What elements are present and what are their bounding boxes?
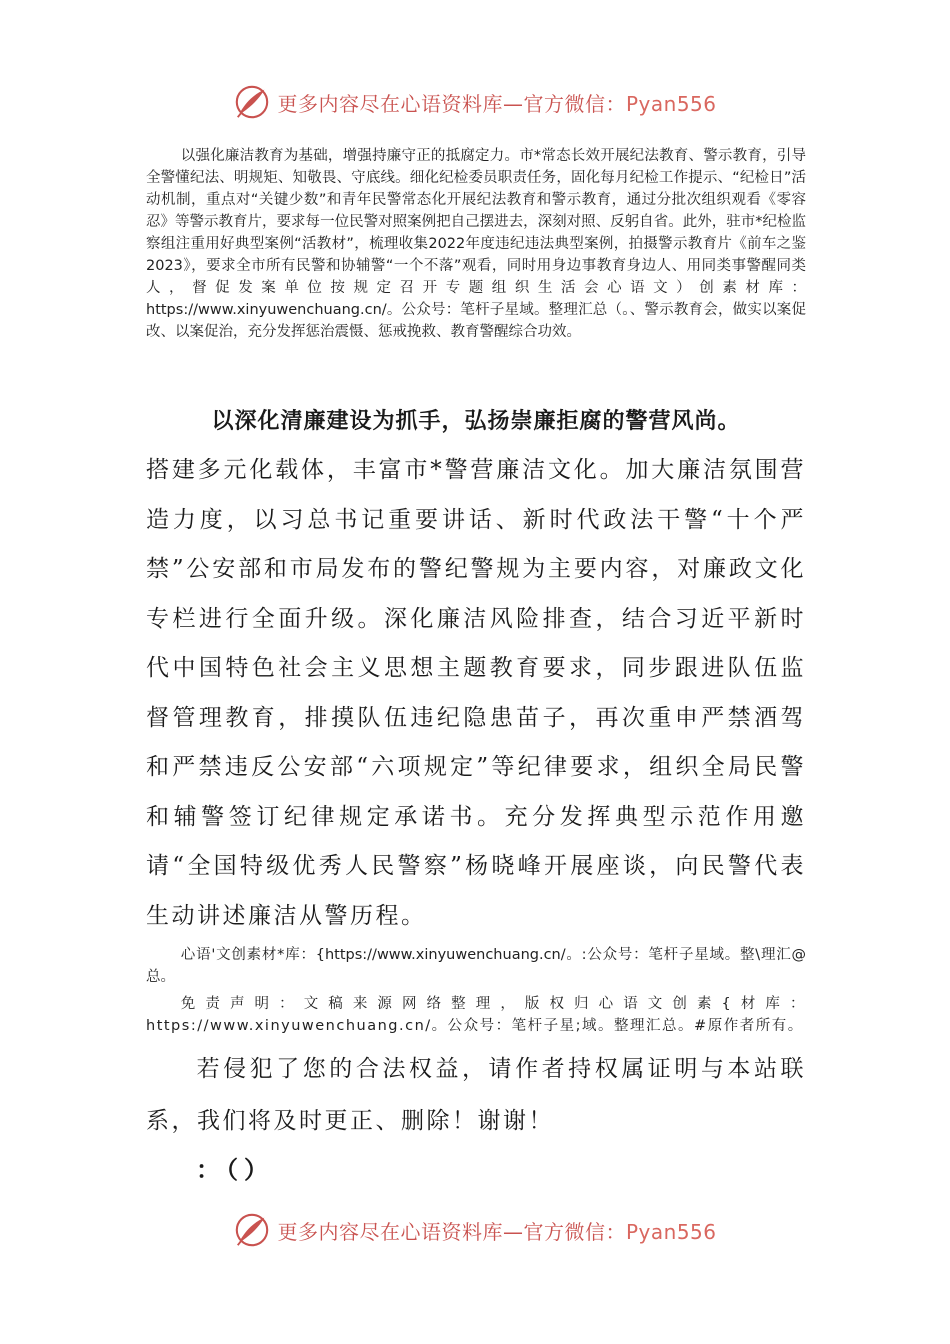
paragraph-2: 搭建多元化载体，丰富市*警营廉洁文化。加大廉洁氛围营造力度，以习总书记重要讲话、新时代政法干警“十个严禁”公安部和市局发布的警纪警规为主要内容，对廉政文化专栏进行全面升级。深化廉洁风险排查，结合习近平新时代中国特色社会主义思想主题教育要求，同步跟进队伍监督管理教育，排摸队伍违纪隐患苗子，再次重申严禁酒驾和严禁违反公安部“六项规定”等纪律要求，组织全局民警和辅警签订纪律规定承诺书。充分发挥典型示范作用邀请“全国特级优秀人民警察”杨晓峰开展座谈，向民警代表生动讲述廉洁从警历程。 [146,457,806,929]
disclaimer: 免责声明：文稿来源网络整理，版权归心语文创素{材库：https://www.xinyuwenchuang.cn/。公众号：笔杆子星;域。整理汇总。#原作者所有。 [146,996,806,1034]
quill-logo-icon [233,83,271,121]
header-wechat-id: Pyan556 [625,91,717,116]
quill-logo-icon [233,1211,271,1249]
trailing-marks: ：（） [196,1156,274,1184]
source-note: 心语'文创素材*库：{https://www.xinyuwenchuang.cn/。:公众号：笔杆子星域。整\理汇@总。 [146,947,806,985]
footer-banner-text [277,1216,716,1245]
section-heading: 以深化清廉建设为抓手，弘扬崇廉拒腐的警营风尚。 [211,408,741,434]
paragraph-1: 以强化廉洁教育为基础，增强持廉守正的抵腐定力。市*常态长效开展纪法教育、警示教育，引导全警懂纪法、明规矩、知敬畏、守底线。细化纪检委员职责任务，固化每月纪检工作提示、“纪检日”活动机制，重点对“关键少数”和青年民警常态化开展纪法教育和警示教育，通过分批次组织观看《零容忍》等警示教育片，要求每一位民警对照案例把自己摆进去，深刻对照、反躬自省。此外，驻市*纪检监察组注重用好典型案例“活教材”，梳理收集2022年度违纪违法典型案例，拍摄警示教育片《前车之鉴2023》，要求全市所有民警和协辅警“一个不落”观看，同时用身边事教育身边人、用同类事警醒同类人，督促发案单位按规定召开专题组织生活会心语文）创素材库：https://www.xinyuwenchuang.cn/。公众号：笔杆子星域。整理汇总（。、警示教育会，做实以案促改、以案促治，充分发挥惩治震慑、惩戒挽救、教育警醒综合功效。 [146,148,806,340]
header-banner-text [277,88,716,117]
footer-banner [0,1208,950,1252]
infringement-notice: 若侵犯了您的合法权益，请作者持权属证明与本站联系，我们将及时更正、删除！谢谢！ [146,1056,806,1134]
footer-wechat-id: Pyan556 [625,1219,717,1244]
header-banner-label: 更多内容尽在心语资料库—官方微信： [277,91,626,116]
header-banner [0,80,950,124]
footer-banner-label: 更多内容尽在心语资料库—官方微信： [277,1219,626,1244]
